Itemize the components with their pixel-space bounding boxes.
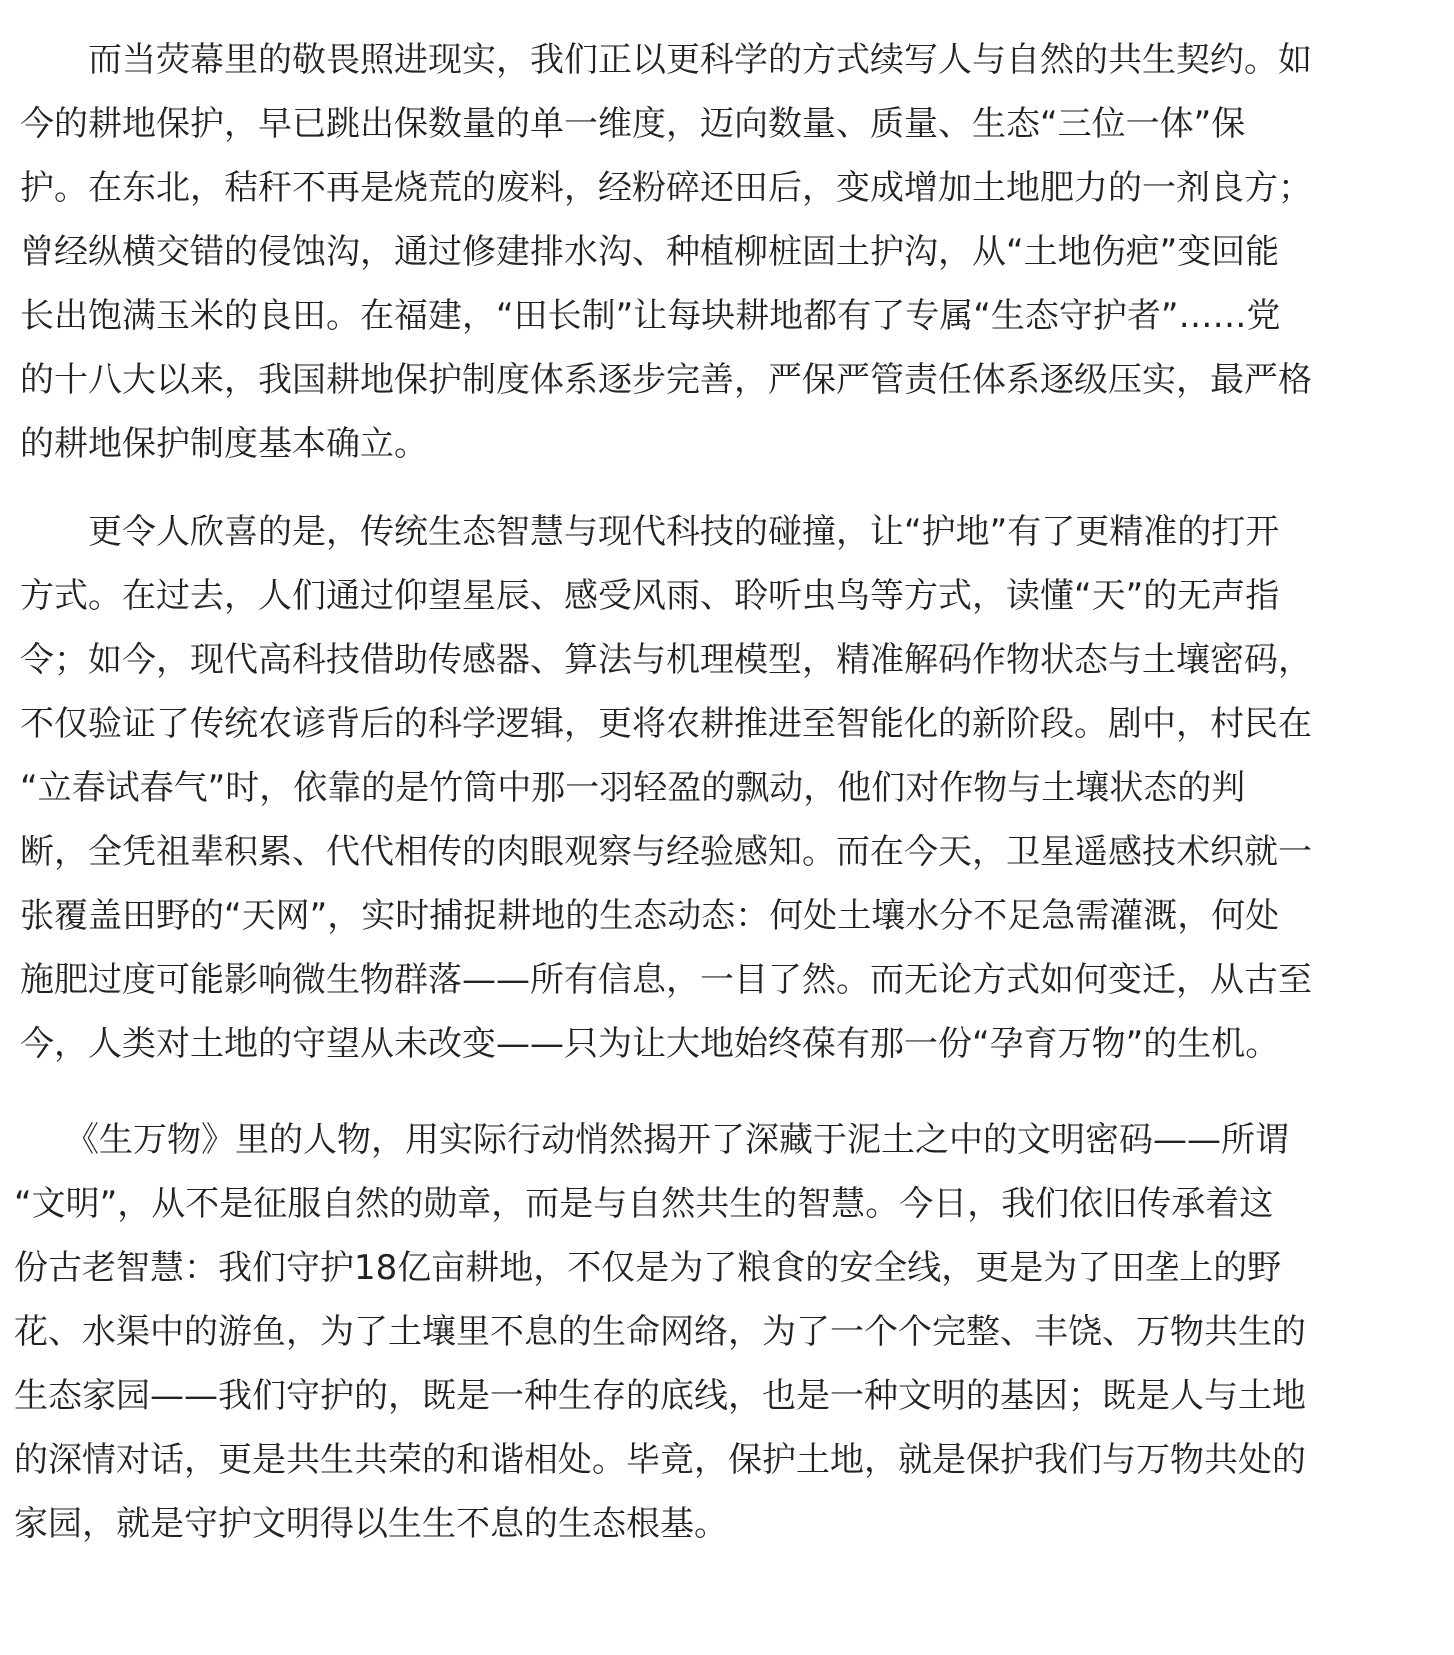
paragraph-2-line-3: 令；如今，现代高科技借助传感器、算法与机理模型，精准解码作物状态与土壤密码， (20, 640, 1312, 680)
paragraph-3-line-3: 份古老智慧：我们守护18亿亩耕地，不仅是为了粮食的安全线，更是为了田垄上的野 (14, 1248, 1282, 1288)
paragraph-2-line-5: “立春试春气”时，依靠的是竹筒中那一羽轻盈的飘动，他们对作物与土壤状态的判 (20, 768, 1246, 808)
paragraph-3-line-5: 生态家园——我们守护的，既是一种生存的底线，也是一种文明的基因；既是人与土地 (14, 1376, 1306, 1416)
paragraph-3-line-6: 的深情对话，更是共生共荣的和谐相处。毕竟，保护土地，就是保护我们与万物共处的 (14, 1440, 1306, 1480)
paragraph-1-line-6: 的十八大以来，我国耕地保护制度体系逐步完善，严保严管责任体系逐级压实，最严格 (20, 360, 1312, 400)
paragraph-1-line-1: 而当荧幕里的敬畏照进现实，我们正以更科学的方式续写人与自然的共生契约。如 (20, 40, 1312, 80)
paragraph-2-line-2: 方式。在过去，人们通过仰望星辰、感受风雨、聆听虫鸟等方式，读懂“天”的无声指 (20, 576, 1280, 616)
paragraph-2-line-6: 断，全凭祖辈积累、代代相传的肉眼观察与经验感知。而在今天，卫星遥感技术织就一 (20, 832, 1312, 872)
paragraph-3-line-7: 家园，就是守护文明得以生生不息的生态根基。 (14, 1504, 728, 1544)
paragraph-1-line-5: 长出饱满玉米的良田。在福建，“田长制”让每块耕地都有了专属“生态守护者”……党 (20, 296, 1281, 336)
paragraph-2-line-7: 张覆盖田野的“天网”，实时捕捉耕地的生态动态：何处土壤水分不足急需灌溉，何处 (20, 896, 1280, 936)
paragraph-3-line-4: 花、水渠中的游鱼，为了土壤里不息的生命网络，为了一个个完整、丰饶、万物共生的 (14, 1312, 1306, 1352)
paragraph-1-line-4: 曾经纵横交错的侵蚀沟，通过修建排水沟、种植柳桩固土护沟，从“土地伤疤”变回能 (20, 232, 1280, 272)
paragraph-2-line-9: 今，人类对土地的守望从未改变——只为让大地始终葆有那一份“孕育万物”的生机。 (20, 1024, 1280, 1064)
paragraph-2-line-8: 施肥过度可能影响微生物群落——所有信息，一目了然。而无论方式如何变迁，从古至 (20, 960, 1312, 1000)
paragraph-1-line-2: 今的耕地保护，早已跳出保数量的单一维度，迈向数量、质量、生态“三位一体”保 (20, 104, 1246, 144)
paragraph-3-line-2: “文明”，从不是征服自然的勋章，而是与自然共生的智慧。今日，我们依旧传承着这 (14, 1184, 1274, 1224)
paragraph-2-line-1: 更令人欣喜的是，传统生态智慧与现代科技的碰撞，让“护地”有了更精准的打开 (20, 512, 1280, 552)
paragraph-1-line-7: 的耕地保护制度基本确立。 (20, 424, 428, 464)
paragraph-2-line-4: 不仅验证了传统农谚背后的科学逻辑，更将农耕推进至智能化的新阶段。剧中，村民在 (20, 704, 1312, 744)
paragraph-3-line-1: 《生万物》里的人物，用实际行动悄然揭开了深藏于泥土之中的文明密码——所谓 (14, 1120, 1289, 1160)
paragraph-1-line-3: 护。在东北，秸秆不再是烧荒的废料，经粉碎还田后，变成增加土地肥力的一剂良方； (20, 168, 1312, 208)
